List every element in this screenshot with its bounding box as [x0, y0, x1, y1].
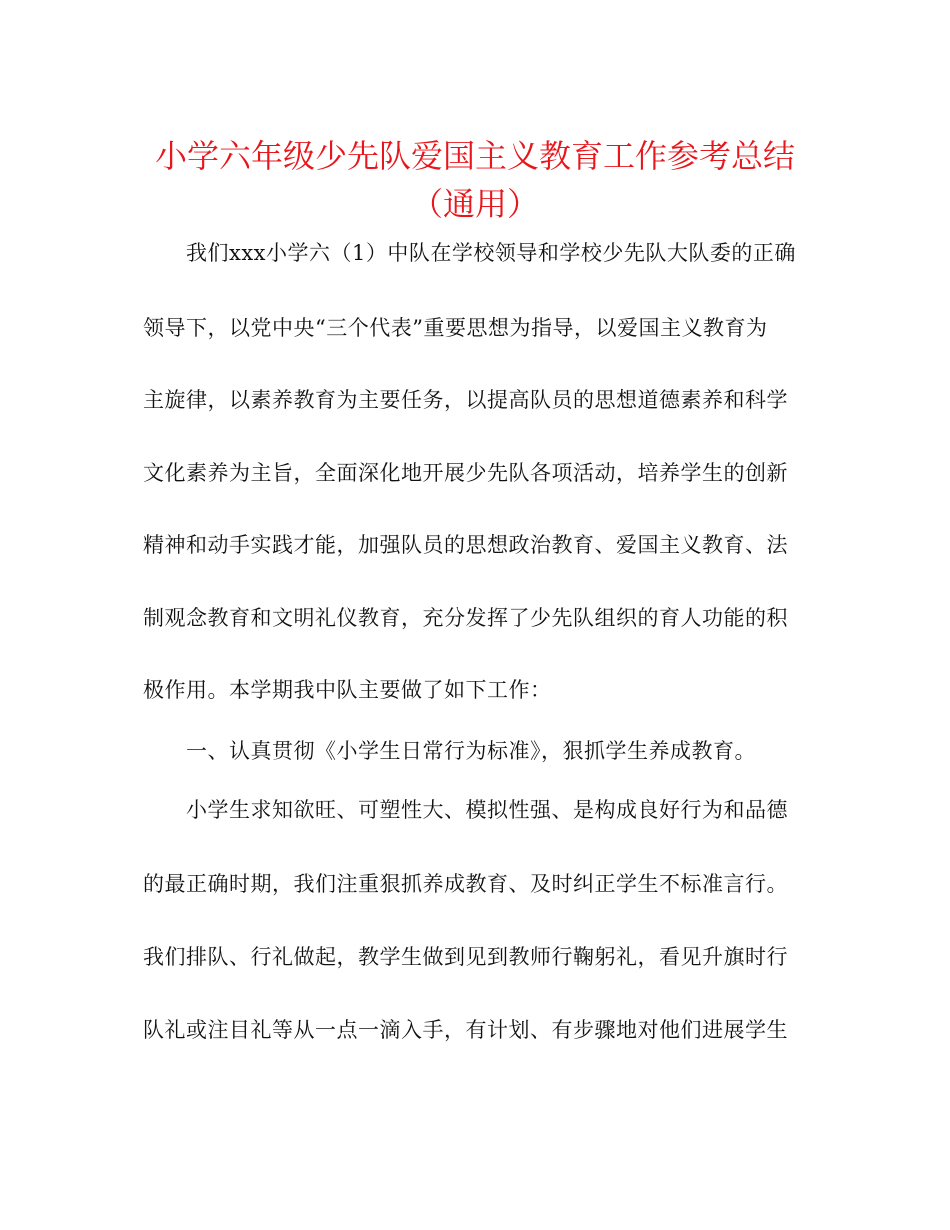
paragraph-line: 队礼或注目礼等从一点一滴入手，有计划、有步骤地对他们进展学生	[143, 1018, 788, 1042]
paragraph-line: 精神和动手实践才能，加强队员的思想政治教育、爱国主义教育、法	[143, 533, 788, 557]
paragraph-line: 极作用。本学期我中队主要做了如下工作：	[143, 678, 552, 702]
section-heading: 一、认真贯彻《小学生日常行为标准》，狠抓学生养成教育。	[186, 739, 756, 763]
paragraph-line: 文化素养为主旨，全面深化地开展少先队各项活动，培养学生的创新	[143, 461, 788, 485]
paragraph-line: 我们xxx小学六（1）中队在学校领导和学校少先队大队委的正确	[186, 241, 796, 265]
paragraph-line: 领导下，以党中央“三个代表”重要思想为指导，以爱国主义教育为	[143, 316, 768, 340]
paragraph-line: 小学生求知欲旺、可塑性大、模拟性强、是构成良好行为和品德	[186, 798, 788, 822]
paragraph-line: 制观念教育和文明礼仪教育，充分发挥了少先队组织的育人功能的积	[143, 606, 788, 630]
paragraph-line: 主旋律，以素养教育为主要任务，以提高队员的思想道德素养和科学	[143, 388, 788, 412]
document-title: 小学六年级少先队爱国主义教育工作参考总结	[154, 137, 795, 175]
paragraph-line: 我们排队、行礼做起，教学生做到见到教师行鞠躬礼，看见升旗时行	[143, 945, 788, 969]
paragraph-line: 的最正确时期，我们注重狠抓养成教育、及时纠正学生不标准言行。	[143, 872, 788, 896]
document-title-subtitle: （通用）	[410, 185, 539, 223]
